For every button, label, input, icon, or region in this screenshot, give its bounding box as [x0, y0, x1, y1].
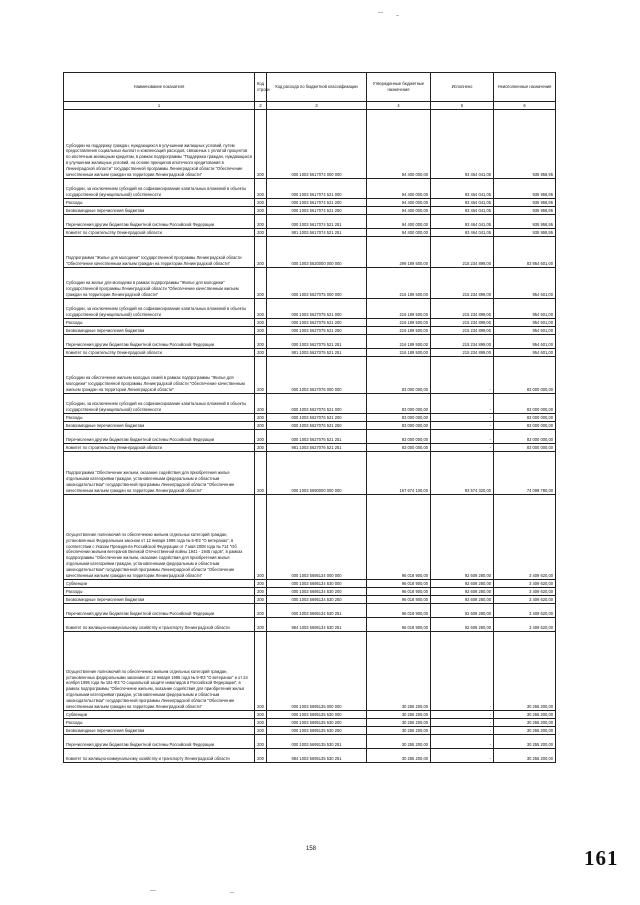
- row-kbk: 000 1003 5617074 521 250: [267, 207, 367, 215]
- row-executed: -: [431, 430, 494, 444]
- row-code: 200: [255, 580, 267, 588]
- col-header-executed: Исполнено: [431, 73, 494, 102]
- row-approved: 216 189 500,00: [367, 319, 431, 327]
- row-code: 200: [255, 215, 267, 229]
- row-unexecuted: 935 958,95: [494, 199, 556, 207]
- row-code: 200: [255, 268, 267, 299]
- table-row: [64, 237, 556, 268]
- row-executed: 92 609 280,00: [431, 588, 494, 596]
- table-row: [64, 495, 556, 580]
- row-name: Субсидии, за исключением субсидий на софинансирование капитальных вложений в объекты государственной (муниципальной) собственности: [64, 394, 255, 414]
- row-unexecuted: 935 958,95: [494, 179, 556, 199]
- table-row: [64, 452, 556, 495]
- row-code: 200: [255, 357, 267, 394]
- table-row: [64, 580, 556, 588]
- row-executed: 93 464 041,05: [431, 229, 494, 237]
- row-unexecuted: 954 601,00: [494, 299, 556, 319]
- row-code: 200: [255, 719, 267, 727]
- row-name: Субсидии, за исключением субсидий на софинансирование капитальных вложений в объекты государственной (муниципальной) собственности: [64, 299, 255, 319]
- table-row: [64, 735, 556, 749]
- table-row: [64, 268, 556, 299]
- row-unexecuted: 3 409 620,00: [494, 596, 556, 604]
- row-name: Расходы: [64, 199, 255, 207]
- row-unexecuted: 954 601,00: [494, 319, 556, 327]
- col-header-unexecuted: Неисполненные назначения: [494, 73, 556, 102]
- row-name: Безвозмездные перечисления бюджетам: [64, 596, 255, 604]
- table-row: [64, 394, 556, 414]
- row-name: Комитет по строительству Ленинградской области: [64, 349, 255, 357]
- table-row: [64, 596, 556, 604]
- row-kbk: 000 1003 5695135 530 200: [267, 719, 367, 727]
- table-row: [64, 335, 556, 349]
- row-kbk: 000 1003 5695135 530 000: [267, 711, 367, 719]
- row-name: Перечисления другим бюджетам бюджетной системы Российской Федерации: [64, 335, 255, 349]
- row-unexecuted: 74 099 780,00: [494, 452, 556, 495]
- row-approved: 216 189 500,00: [367, 335, 431, 349]
- row-executed: 215 234 899,00: [431, 237, 494, 268]
- row-code: 200: [255, 237, 267, 268]
- row-unexecuted: 935 958,95: [494, 207, 556, 215]
- row-executed: -: [431, 357, 494, 394]
- row-kbk: 000 1003 5627075 000 000: [267, 268, 367, 299]
- handwritten-sheet-number: 161: [584, 846, 619, 870]
- row-code: 200: [255, 596, 267, 604]
- row-name: Осуществление полномочий по обеспечению жильем отдельных категорий граждан, установленных федеральными законами от 12 января 1995 года № 5-ФЗ "О ветеранах" и от 24 ноября 1995 года № 181-ФЗ "О социальной защите инвалидов в Российской Федерации", в рамках подпрограммы "Обеспечение жильем, оказание содействия для приобретения жилья отдельными категориями граждан, установленными федеральным и областным законодательством" государственной программы Ленинградской области "Обеспечение качественным жильем граждан на территории Ленинградской области": [64, 632, 255, 711]
- row-unexecuted: 954 601,00: [494, 327, 556, 335]
- row-code: 200: [255, 711, 267, 719]
- row-kbk: 000 1003 5627076 000 000: [267, 357, 367, 394]
- row-unexecuted: 30 255 200,00: [494, 632, 556, 711]
- row-code: 200: [255, 444, 267, 452]
- scan-speck: [150, 890, 156, 891]
- row-kbk: 000 1003 5627076 521 250: [267, 422, 367, 430]
- row-executed: 92 609 280,00: [431, 604, 494, 618]
- col-header-name: Наименование показателя: [64, 73, 255, 102]
- row-name: Перечисления другим бюджетам бюджетной системы Российской Федерации: [64, 215, 255, 229]
- row-unexecuted: 954 601,00: [494, 335, 556, 349]
- row-name: Субсидии, за исключением субсидий на софинансирование капитальных вложений в объекты государственной (муниципальной) собственности: [64, 179, 255, 199]
- row-kbk: 000 1003 5617074 521 000: [267, 179, 367, 199]
- row-executed: -: [431, 632, 494, 711]
- row-approved: 94 400 000,00: [367, 215, 431, 229]
- row-executed: -: [431, 444, 494, 452]
- row-name: Субсидии на жилье для молодежи в рамках подпрограммы "Жилье для молодежи" государственной программы Ленинградской области "Обеспечение качественным жильем граждан на территории Ленинградской области": [64, 268, 255, 299]
- row-kbk: 000 1003 5695134 000 000: [267, 495, 367, 580]
- row-executed: 93 464 041,05: [431, 179, 494, 199]
- row-kbk: 000 1003 5627076 521 200: [267, 414, 367, 422]
- row-kbk: 981 1003 5617074 521 251: [267, 229, 367, 237]
- row-code: 200: [255, 229, 267, 237]
- row-name: Перечисления другим бюджетам бюджетной системы Российской Федерации: [64, 430, 255, 444]
- column-number: 2: [255, 102, 267, 110]
- table-header-row: [64, 73, 556, 102]
- row-unexecuted: 3 409 620,00: [494, 604, 556, 618]
- row-unexecuted: 83 000 000,00: [494, 414, 556, 422]
- row-executed: 93 574 320,00: [431, 452, 494, 495]
- row-approved: 30 255 200,00: [367, 711, 431, 719]
- row-kbk: 000 1003 5620000 000 000: [267, 237, 367, 268]
- row-unexecuted: 935 958,95: [494, 229, 556, 237]
- row-kbk: 000 1003 5617074 521 251: [267, 215, 367, 229]
- table-row: [64, 727, 556, 735]
- row-kbk: 000 1003 5627076 521 000: [267, 394, 367, 414]
- column-number: 3: [267, 102, 367, 110]
- row-code: 200: [255, 207, 267, 215]
- row-kbk: 000 1003 5695134 530 200: [267, 588, 367, 596]
- row-executed: 92 609 280,00: [431, 580, 494, 588]
- row-executed: 215 234 899,00: [431, 327, 494, 335]
- col-header-approved: Утвержденные бюджетные назначения: [367, 73, 431, 102]
- row-approved: 96 018 900,00: [367, 588, 431, 596]
- row-kbk: 984 1003 5695135 530 251: [267, 749, 367, 763]
- row-code: 200: [255, 335, 267, 349]
- row-code: 200: [255, 618, 267, 632]
- row-unexecuted: 83 954 601,00: [494, 237, 556, 268]
- row-executed: 93 464 041,05: [431, 110, 494, 179]
- table-row: [64, 414, 556, 422]
- row-kbk: 000 1003 5695135 530 250: [267, 727, 367, 735]
- col-header-code: Код строки: [255, 73, 267, 102]
- table-row: [64, 229, 556, 237]
- row-kbk: 000 1003 5695135 530 251: [267, 735, 367, 749]
- row-approved: 83 000 000,00: [367, 430, 431, 444]
- row-executed: -: [431, 749, 494, 763]
- row-unexecuted: 30 255 200,00: [494, 735, 556, 749]
- row-name: Подпрограмма "Обеспечение жильем, оказание содействия для приобретения жилья отдельными категориями граждан, установленными федеральным и областным законодательством" государственной программы Ленинградской области "Обеспечение качественным жильем граждан на территории Ленинградской области": [64, 452, 255, 495]
- row-code: 200: [255, 319, 267, 327]
- row-code: 200: [255, 422, 267, 430]
- table-row: [64, 319, 556, 327]
- row-unexecuted: 30 255 200,00: [494, 719, 556, 727]
- row-unexecuted: 30 255 200,00: [494, 727, 556, 735]
- row-approved: 94 400 000,00: [367, 199, 431, 207]
- table-row: [64, 749, 556, 763]
- column-number: 5: [431, 102, 494, 110]
- row-name: Субвенции: [64, 711, 255, 719]
- row-kbk: 000 1003 5627075 521 200: [267, 319, 367, 327]
- column-number: 1: [64, 102, 255, 110]
- row-code: 200: [255, 430, 267, 444]
- table-row: [64, 179, 556, 199]
- row-executed: 215 234 899,00: [431, 268, 494, 299]
- row-approved: 96 018 900,00: [367, 580, 431, 588]
- row-executed: 215 234 899,00: [431, 349, 494, 357]
- row-name: Осуществление полномочий по обеспечению жильем отдельных категорий граждан, установленных Федеральным законом от 12 января 1995 года № 5-ФЗ "О ветеранах", в соответствии с Указом Президента Российской Федерации от 7 мая 2008 года № 714 "Об обеспечении жильем ветеранов Великой Отечественной войны 1941 - 1945 годов", в рамках подпрограммы "Обеспечение жильем, оказание содействия для приобретения жилья отдельными категориями граждан, установленными федеральным и областным законодательством" государственной программы Ленинградской области "Обеспечение качественным жильем граждан на территории Ленинградской области": [64, 495, 255, 580]
- row-name: Комитет по строительству Ленинградской области: [64, 444, 255, 452]
- row-approved: 216 189 500,00: [367, 327, 431, 335]
- row-code: 200: [255, 735, 267, 749]
- row-name: Расходы: [64, 719, 255, 727]
- table-row: [64, 299, 556, 319]
- table-row: [64, 327, 556, 335]
- row-approved: 94 400 000,00: [367, 207, 431, 215]
- row-kbk: 000 1003 5695134 530 251: [267, 604, 367, 618]
- row-approved: 83 000 000,00: [367, 394, 431, 414]
- table-row: [64, 357, 556, 394]
- row-approved: 216 189 500,00: [367, 268, 431, 299]
- row-approved: 94 400 000,00: [367, 110, 431, 179]
- table-row: [64, 719, 556, 727]
- row-executed: 92 609 280,00: [431, 596, 494, 604]
- row-executed: 93 464 041,05: [431, 215, 494, 229]
- row-kbk: 000 1003 5617074 521 200: [267, 199, 367, 207]
- row-code: 200: [255, 495, 267, 580]
- row-approved: 94 400 000,00: [367, 229, 431, 237]
- row-approved: 216 189 500,00: [367, 349, 431, 357]
- row-code: 200: [255, 110, 267, 179]
- row-unexecuted: 3 409 620,00: [494, 580, 556, 588]
- row-executed: 93 464 041,05: [431, 199, 494, 207]
- row-approved: 83 000 000,00: [367, 422, 431, 430]
- row-executed: 92 609 280,00: [431, 618, 494, 632]
- row-kbk: 000 1003 5627075 521 251: [267, 335, 367, 349]
- row-executed: 215 234 899,00: [431, 319, 494, 327]
- row-kbk: 000 1003 5690000 000 000: [267, 452, 367, 495]
- row-kbk: 000 1003 5695134 530 250: [267, 596, 367, 604]
- row-code: 200: [255, 749, 267, 763]
- table-body: [64, 110, 556, 763]
- row-name: Подпрограмма "Жилье для молодежи" государственной программы Ленинградской области "Обеспечение качественным жильем граждан на территории Ленинградской области": [64, 237, 255, 268]
- row-approved: 83 000 000,00: [367, 444, 431, 452]
- row-executed: 215 234 899,00: [431, 335, 494, 349]
- row-name: Безвозмездные перечисления бюджетам: [64, 727, 255, 735]
- row-code: 200: [255, 179, 267, 199]
- table-row: [64, 444, 556, 452]
- table-row: [64, 349, 556, 357]
- row-kbk: 981 1003 5627075 521 251: [267, 349, 367, 357]
- table-row: [64, 207, 556, 215]
- table-row: [64, 604, 556, 618]
- scan-speck: [396, 15, 399, 16]
- row-approved: 96 018 900,00: [367, 604, 431, 618]
- row-executed: -: [431, 414, 494, 422]
- col-header-kbk: Код расхода по бюджетной классификации: [267, 73, 367, 102]
- row-code: 200: [255, 727, 267, 735]
- row-code: 200: [255, 299, 267, 319]
- row-name: Безвозмездные перечисления бюджетам: [64, 422, 255, 430]
- row-unexecuted: 3 409 620,00: [494, 588, 556, 596]
- row-name: Перечисления другим бюджетам бюджетной системы Российской Федерации: [64, 604, 255, 618]
- row-executed: -: [431, 394, 494, 414]
- row-approved: 96 018 900,00: [367, 596, 431, 604]
- row-unexecuted: 83 000 000,00: [494, 430, 556, 444]
- row-approved: 299 189 500,00: [367, 237, 431, 268]
- table-row: [64, 632, 556, 711]
- table-row: [64, 618, 556, 632]
- row-approved: 167 674 100,00: [367, 452, 431, 495]
- row-name: Субсидии на поддержку граждан, нуждающихся в улучшении жилищных условий, путем предоставления социальных выплат и компенсаций расходов, связанных с уплатой процентов по ипотечным жилищным кредитам, в рамках подпрограммы "Поддержка граждан, нуждающихся в улучшении жилищных условий, на основе принципов ипотечного кредитования в Ленинградской области" государственной программы Ленинградской области "Обеспечение качественным жильем граждан на территории Ленинградской области": [64, 110, 255, 179]
- table-row: [64, 711, 556, 719]
- row-code: 200: [255, 199, 267, 207]
- row-kbk: 981 1003 5627076 521 251: [267, 444, 367, 452]
- row-code: 200: [255, 604, 267, 618]
- row-kbk: 000 1003 5695134 530 000: [267, 580, 367, 588]
- row-kbk: 000 1003 5695135 000 000: [267, 632, 367, 711]
- table-row: [64, 430, 556, 444]
- row-kbk: 000 1003 5627076 521 251: [267, 430, 367, 444]
- row-approved: 83 000 000,00: [367, 414, 431, 422]
- row-executed: 215 234 899,00: [431, 299, 494, 319]
- row-unexecuted: 30 255 200,00: [494, 711, 556, 719]
- row-unexecuted: 3 409 620,00: [494, 618, 556, 632]
- row-name: Расходы: [64, 319, 255, 327]
- row-approved: 30 255 200,00: [367, 749, 431, 763]
- row-executed: -: [431, 719, 494, 727]
- row-approved: 30 255 200,00: [367, 632, 431, 711]
- page-number: 158: [306, 846, 317, 852]
- row-unexecuted: 3 409 620,00: [494, 495, 556, 580]
- row-code: 200: [255, 394, 267, 414]
- row-unexecuted: 83 000 000,00: [494, 357, 556, 394]
- row-kbk: 000 1003 5627075 521 000: [267, 299, 367, 319]
- row-code: 200: [255, 588, 267, 596]
- row-name: Расходы: [64, 414, 255, 422]
- row-unexecuted: 30 255 200,00: [494, 749, 556, 763]
- row-name: Расходы: [64, 588, 255, 596]
- row-approved: 30 255 200,00: [367, 727, 431, 735]
- row-name: Субвенции: [64, 580, 255, 588]
- row-code: 200: [255, 327, 267, 335]
- table-row: [64, 110, 556, 179]
- row-code: 200: [255, 349, 267, 357]
- row-name: Комитет по жилищно-коммунальному хозяйству и транспорту Ленинградской области: [64, 618, 255, 632]
- budget-execution-table: [63, 72, 556, 763]
- row-unexecuted: 83 000 000,00: [494, 444, 556, 452]
- row-executed: 93 464 041,05: [431, 207, 494, 215]
- row-executed: -: [431, 735, 494, 749]
- row-approved: 94 400 000,00: [367, 179, 431, 199]
- table-row: [64, 215, 556, 229]
- scan-speck: [230, 892, 234, 893]
- row-name: Безвозмездные перечисления бюджетам: [64, 327, 255, 335]
- row-approved: 96 018 900,00: [367, 495, 431, 580]
- row-unexecuted: 954 601,00: [494, 349, 556, 357]
- scan-speck: [378, 12, 383, 13]
- row-name: Безвозмездные перечисления бюджетам: [64, 207, 255, 215]
- row-unexecuted: 935 958,95: [494, 215, 556, 229]
- row-kbk: 984 1003 5695134 530 251: [267, 618, 367, 632]
- row-approved: 30 255 200,00: [367, 719, 431, 727]
- row-unexecuted: 83 000 000,00: [494, 422, 556, 430]
- row-approved: 96 018 900,00: [367, 618, 431, 632]
- row-approved: 216 189 500,00: [367, 299, 431, 319]
- row-name: Комитет по жилищно-коммунальному хозяйству и транспорту Ленинградской области: [64, 749, 255, 763]
- row-code: 200: [255, 632, 267, 711]
- row-kbk: 000 1003 5627075 521 250: [267, 327, 367, 335]
- row-unexecuted: 935 958,95: [494, 110, 556, 179]
- row-executed: -: [431, 422, 494, 430]
- column-number-row: [64, 102, 556, 110]
- row-approved: 83 000 000,00: [367, 357, 431, 394]
- row-name: Перечисления другим бюджетам бюджетной системы Российской Федерации: [64, 735, 255, 749]
- row-name: Комитет по строительству Ленинградской области: [64, 229, 255, 237]
- row-executed: -: [431, 711, 494, 719]
- row-executed: 92 609 280,00: [431, 495, 494, 580]
- row-unexecuted: 83 000 000,00: [494, 394, 556, 414]
- row-unexecuted: 954 601,00: [494, 268, 556, 299]
- row-kbk: 000 1003 5617074 000 000: [267, 110, 367, 179]
- column-number: 6: [494, 102, 556, 110]
- table-row: [64, 422, 556, 430]
- row-code: 200: [255, 452, 267, 495]
- row-code: 200: [255, 414, 267, 422]
- column-number: 4: [367, 102, 431, 110]
- row-approved: 30 255 200,00: [367, 735, 431, 749]
- table-row: [64, 199, 556, 207]
- row-name: Субсидии на обеспечение жильем молодых семей в рамках подпрограммы "Жилье для молодежи" государственной программы Ленинградской области "Обеспечение качественным жильем граждан на территории Ленинградской области": [64, 357, 255, 394]
- table-row: [64, 588, 556, 596]
- row-executed: -: [431, 727, 494, 735]
